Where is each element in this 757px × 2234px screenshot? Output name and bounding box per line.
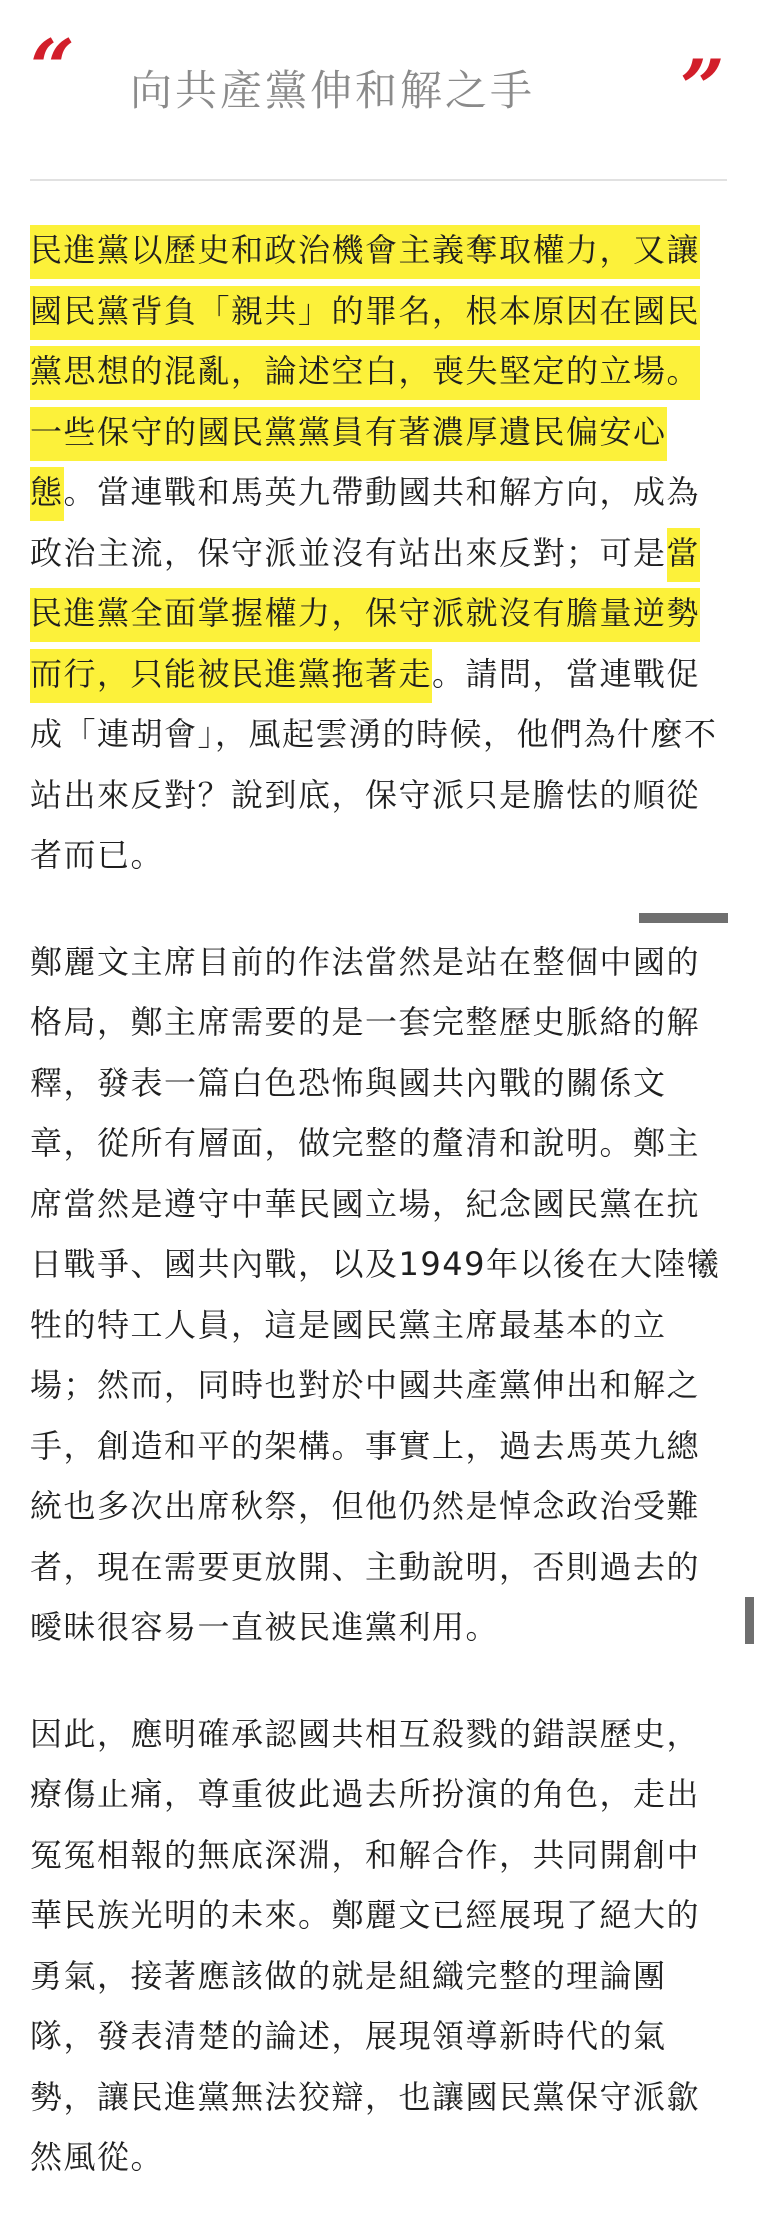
paragraph-1 bbox=[30, 220, 730, 886]
open-quote-icon: “ bbox=[30, 23, 65, 114]
pullquote-divider bbox=[30, 179, 727, 181]
horizontal-scrollbar[interactable] bbox=[639, 913, 728, 923]
pullquote bbox=[0, 0, 757, 150]
highlighted-text: 當民進黨全面掌握權力，保守派就沒有膽量逆勢而行，只能被民進黨拖著走 bbox=[30, 528, 700, 703]
paragraph-2: 鄭麗文主席目前的作法當然是站在整個中國的格局，鄭主席需要的是一套完整歷史脈絡的解釋，發表一篇白色恐怖與國共內戰的關係文章，從所有層面，做完整的釐清和說明。鄭主席當然是遵守中華民國立場，紀念國民黨在抗日戰爭、國共內戰，以及1949年以後在大陸犧牲的特工人員，這是國民黨主席最基本的立場；然而，同時也對於中國共產黨伸出和解之手，創造和平的架構。事實上，過去馬英九總統也多次出席秋祭，但他仍然是悼念政治受難者，現在需要更放開、主動說明，否則過去的曖昧很容易一直被民進黨利用。 bbox=[30, 942, 721, 1646]
highlighted-text: 民進黨以歷史和政治機會主義奪取權力，又讓國民黨背負「親共」的罪名，根本原因在國民黨思想的混亂，論述空白，喪失堅定的立場。一些保守的國民黨黨員有著濃厚遺民偏安心態 bbox=[30, 225, 700, 521]
close-quote-icon: ” bbox=[680, 43, 715, 134]
article-body bbox=[30, 220, 730, 2234]
paragraph-text: 。當連戰和馬英九帶動國共和解方向，成為政治主流，保守派並沒有站出來反對；可是 bbox=[30, 473, 701, 572]
pullquote-title: 向共產黨伸和解之手 bbox=[130, 66, 536, 115]
paragraph-text: 。請問，當連戰促成「連胡會」，風起雲湧的時候，他們為什麼不站出來反對？說到底，保守派只是膽怯的順從者而已。 bbox=[30, 654, 718, 874]
vertical-scrollbar[interactable] bbox=[745, 1597, 754, 1644]
paragraph-3: 因此，應明確承認國共相互殺戮的錯誤歷史，療傷止痛，尊重彼此過去所扮演的角色，走出冤冤相報的無底深淵，和解合作，共同開創中華民族光明的未來。鄭麗文已經展現了絕大的勇氣，接著應該做的就是組織完整的理論團隊，發表清楚的論述，展現領導新時代的氣勢，讓民進黨無法狡辯，也讓國民黨保守派歙然風從。 bbox=[30, 1714, 701, 2176]
